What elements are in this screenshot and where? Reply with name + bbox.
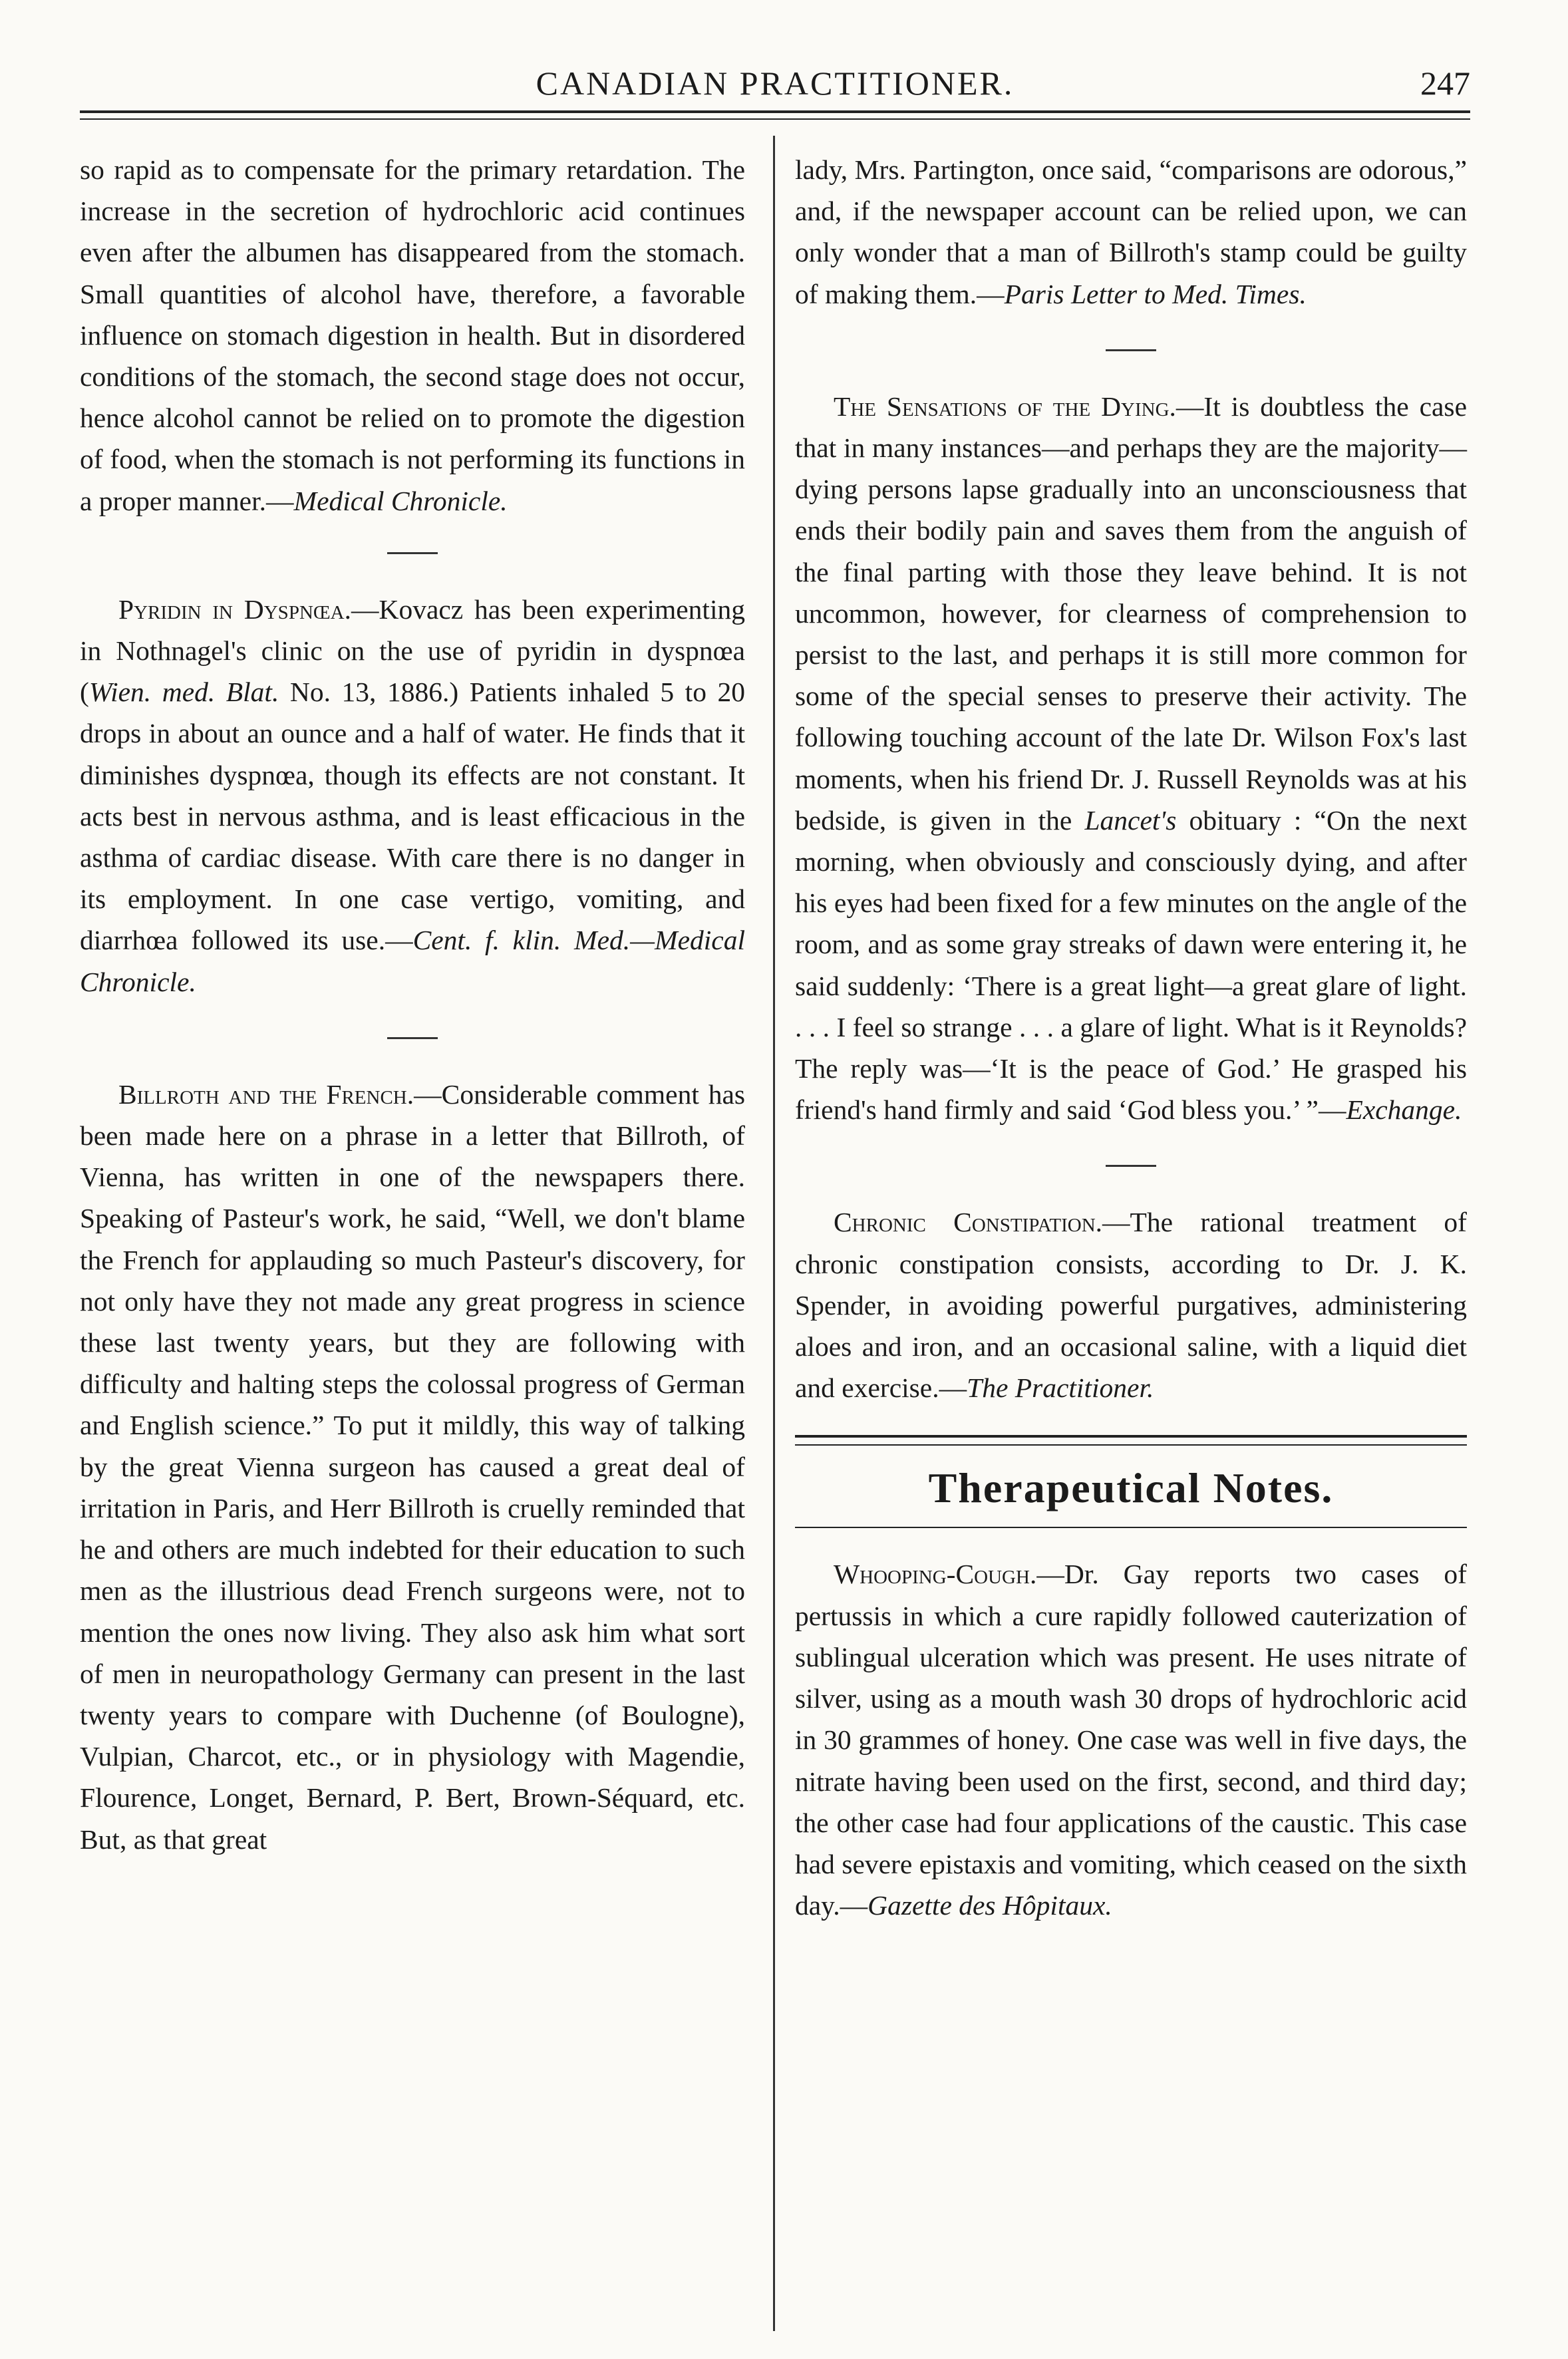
article-separator [387, 552, 438, 554]
continuation-source: Medical Chronicle. [293, 485, 508, 516]
article-continuation [80, 149, 745, 522]
section-rule [795, 1435, 1467, 1438]
section-rule-thin [795, 1444, 1467, 1446]
continuation-text: lady, Mrs. Partington, once said, “comparisons are odorous,” and, if the newspaper account can be relied upon, we can only wonder that a man of Billroth's stamp could be guilty of making them.— [795, 154, 1467, 309]
header-rule [80, 110, 1470, 113]
continuation-source: Paris Letter to Med. Times. [1004, 278, 1307, 309]
article-separator [387, 1037, 438, 1039]
article-text: No. 13, 1886.) Patients inhaled 5 to 20 drops in about an ounce and a half of water. He finds that it diminishes dyspnœa, though its effects are not constant. It acts best in nervous asthma, and is least efficacious in the asthma of cardiac disease. With care there is no danger in its employment. In one case vertigo, vomiting, and diarrhœa followed its use.— [80, 677, 745, 956]
article-constipation [795, 1201, 1467, 1408]
section-rule-thin [795, 1527, 1467, 1528]
article-source: The Practitioner. [967, 1372, 1154, 1404]
article-heading: Whooping-Cough. [834, 1559, 1037, 1590]
article-heading: Billroth and the French. [118, 1078, 414, 1110]
page-number: 247 [1420, 65, 1470, 102]
article-text: —Kovacz has been experimenting in Nothnagel's clinic on the use of pyridin in dyspnœa ( [80, 593, 745, 708]
article-text: —The rational treatment of chronic constipation consists, according to Dr. J. K. Spender, in avoiding powerful purgatives, administering aloes and iron, and an occasional saline, with a liquid diet and exercise.— [795, 1207, 1467, 1404]
article-separator [1106, 349, 1156, 351]
continuation-text: so rapid as to compensate for the primary retardation. The increase in the secretion of hydrochloric acid continues even after the albumen has disappeared from the stomach. Small quantities of alcohol have, therefore, a favorable influence on stomach digestion in health. But in disordered conditions of the stomach, the second stage does not occur, hence alcohol cannot be relied on to promote the digestion of food, when the stomach is not performing its functions in a proper manner.— [80, 154, 745, 516]
article-whooping-cough [795, 1553, 1467, 1926]
article-text: obituary : “On the next morning, when obviously and consciously dying, and after his eyes had been fixed for a few minutes on the angle of the room, and as some gray streaks of dawn were entering it, he said suddenly: ‘There is a great light—a great glare of light. . . . I feel so strange . . . a glare of light. What is it Reynolds? The reply was—‘It is the peace of God.’ He grasped his friend's hand firmly and said ‘God bless you.’ ”— [795, 804, 1467, 1126]
article-pyridin [80, 589, 745, 1003]
section-heading: Therapeutical Notes. [928, 1464, 1334, 1512]
article-source: Cent. f. klin. Med.—Medical Chronicle. [80, 925, 745, 997]
article-separator [1106, 1165, 1156, 1167]
article-text: —Dr. Gay reports two cases of pertussis in which a cure rapidly followed cauterization of sublingual ulceration which was present. He uses nitrate of silver, using as a mouth wash 30 drops of hydrochloric acid in 30 grammes of honey. One case was well in five days, the nitrate having been used on the first, second, and third day; the other case had four applications of the caustic. This case had severe epistaxis and vomiting, which ceased on the sixth day.— [795, 1559, 1467, 1921]
article-text: —It is doubtless the case that in many instances—and perhaps they are the majority—dying persons lapse gradually into an unconsciousness that ends their bodily pain and saves them from the anguish of the final parting with those they leave behind. It is not uncommon, however, for clearness of comprehension to persist to the last, and perhaps it is still more common for some of the special senses to preserve their activity. The following touching account of the late Dr. Wilson Fox's last moments, when his friend Dr. J. Russell Reynolds was at his bedside, is given in the [795, 391, 1467, 836]
article-heading: Chronic Constipation. [834, 1207, 1103, 1238]
article-citation: Lancet's [1084, 804, 1177, 836]
article-heading: The Sensations of the Dying. [834, 391, 1176, 422]
article-text: —Considerable comment has been made here on a phrase in a letter that Billroth, of Vienna, has written in one of the newspapers there. Speaking of Pasteur's work, he said, “Well, we don't blame the French for applauding so much Pasteur's discovery, for not only have they not made any great progress in science these last twenty years, but they are following with difficulty and halting steps the colossal progress of German and English science.” To put it mildly, this way of talking by the great Vienna surgeon has caused a great deal of irritation in Paris, and Herr Billroth is cruelly reminded that he and others are much indebted for their education to such men as the illustrious dead French surgeons were, not to mention the ones now living. They also ask him what sort of men in neuropathology Germany can present in the last twenty years to compare with Duchenne (of Boulogne), Vulpian, Charcot, etc., or in physiology with Magendie, Flourence, Longet, Bernard, P. Bert, Brown-Séquard, etc. But, as that great [80, 1078, 746, 1855]
column-divider [773, 136, 775, 2331]
article-citation: Wien. med. Blat. [88, 677, 279, 708]
article-heading: Pyridin in Dyspnœa. [118, 593, 351, 625]
page-header [80, 57, 1470, 117]
running-title: CANADIAN PRACTITIONER. [536, 65, 1015, 102]
article-source: Gazette des Hôpitaux. [867, 1890, 1112, 1921]
article-billroth [80, 1074, 745, 1860]
right-column [795, 149, 1467, 1926]
header-rule-thin [80, 118, 1470, 120]
article-continuation [795, 149, 1467, 315]
article-source: Exchange. [1346, 1094, 1462, 1126]
article-dying [795, 386, 1467, 1131]
left-column [80, 149, 745, 1860]
